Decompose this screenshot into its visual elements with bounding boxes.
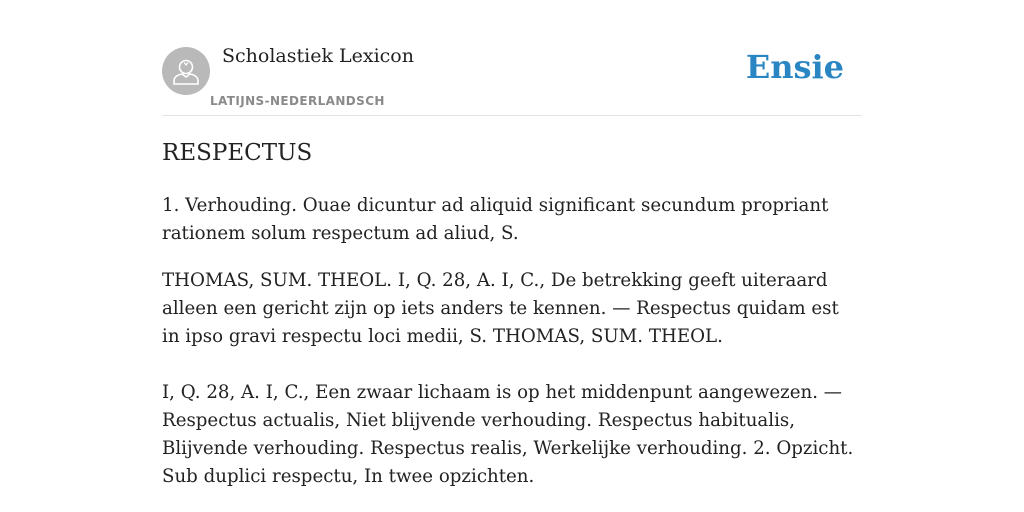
- source-title[interactable]: Scholastiek Lexicon: [222, 45, 414, 67]
- page-container: [162, 0, 862, 487]
- source-avatar[interactable]: [162, 47, 210, 95]
- source-subtitle: LATIJNS-NEDERLANDSCH: [210, 94, 385, 108]
- header: [162, 0, 862, 116]
- entry-title: RESPECTUS: [162, 140, 313, 166]
- user-icon: [162, 47, 210, 95]
- brand-logo[interactable]: Ensie: [745, 48, 844, 86]
- entry-paragraph: 1. Verhouding. Ouae dicuntur ad aliquid significant secundum propriant rationem solum respectum ad aliud, S.: [162, 195, 829, 244]
- entry-paragraph: I, Q. 28, A. I, C., Een zwaar lichaam is op het middenpunt aangewezen. — Respectus actualis, Niet blijvende verhouding. Respectus habitualis, Blijvende verhouding. Respectus realis, Werkelijke verhouding. 2. Opzicht. Sub duplici respectu, In twee opzichten.: [162, 382, 854, 487]
- entry-paragraph: THOMAS, SUM. THEOL. I, Q. 28, A. I, C., De betrekking geeft uiteraard alleen een gericht zijn op iets anders te kennen. — Respectus quidam est in ipso gravi respectu loci medii, S. THOMAS, SUM. THEOL.: [162, 270, 839, 347]
